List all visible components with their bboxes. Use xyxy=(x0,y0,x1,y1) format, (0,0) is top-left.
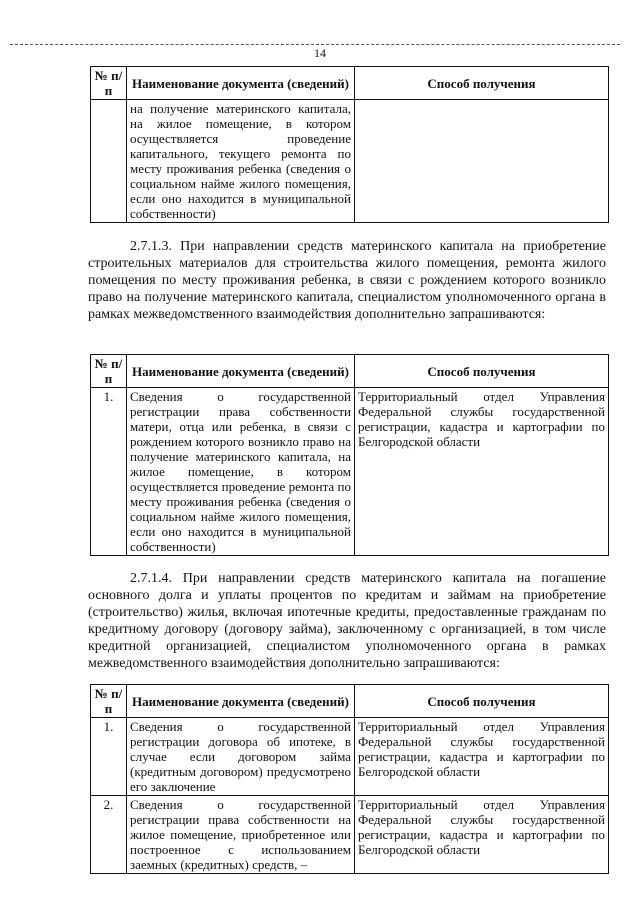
header-rule xyxy=(10,44,620,45)
header-name: Наименование документа (сведений) xyxy=(127,355,355,388)
header-num: № п/п xyxy=(91,355,127,388)
row-method: Территориальный отдел Управления Федеральной службы государственной регистрации, кадастра и картографии по Белгородской области xyxy=(355,796,609,874)
table-header-row xyxy=(91,67,609,100)
header-method: Способ получения xyxy=(355,355,609,388)
row-document-name: Сведения о государственной регистрации права собственности матери, отца или ребенка, в связи с рождением которого возникло право на получение материнского капитала, на жилое помещение, в котором осуществляется проведение ремонта по месту проживания ребенка (сведения о социальном найме жилого помещения, если оно находится в муниципальной собственности) xyxy=(127,388,355,556)
header-name: Наименование документа (сведений) xyxy=(127,67,355,100)
row-method: Территориальный отдел Управления Федеральной службы государственной регистрации, кадастра и картографии по Белгородской области xyxy=(355,718,609,796)
table-header-row xyxy=(91,685,609,718)
header-num: № п/п xyxy=(91,67,127,100)
documents-table-2 xyxy=(90,354,609,556)
table-header-row xyxy=(91,355,609,388)
header-name: Наименование документа (сведений) xyxy=(127,685,355,718)
table-row xyxy=(91,718,609,796)
table-row xyxy=(91,796,609,874)
table-row xyxy=(91,100,609,223)
row-method xyxy=(355,100,609,223)
documents-table-3 xyxy=(90,684,609,874)
row-method: Территориальный отдел Управления Федеральной службы государственной регистрации, кадастра и картографии по Белгородской области xyxy=(355,388,609,556)
row-num: 1. xyxy=(91,388,127,556)
paragraph-2-7-1-3: 2.7.1.3. При направлении средств материнского капитала на приобретение строительных материалов для строительства жилого помещения, ремонта жилого помещения по месту проживания ребенка, в связи с рождением которого возникло право на получение материнского капитала, специалистом уполномоченного органа в рамках межведомственного взаимодействия дополнительно запрашиваются: xyxy=(88,239,606,322)
documents-table-1 xyxy=(90,66,609,223)
row-document-name: на получение материнского капитала, на жилое помещение, в котором осуществляется проведение капитального, текущего ремонта по месту проживания ребенка (сведения о социальном найме жилого помещения, если оно находится в муниципальной собственности) xyxy=(127,100,355,223)
page-number: 14 xyxy=(314,46,326,60)
header-method: Способ получения xyxy=(355,685,609,718)
header-method: Способ получения xyxy=(355,67,609,100)
row-num: 1. xyxy=(91,718,127,796)
row-num: 2. xyxy=(91,796,127,874)
paragraph-2-7-1-4: 2.7.1.4. При направлении средств материнского капитала на погашение основного долга и уплаты процентов по кредитам и займам на приобретение (строительство) жилья, включая ипотечные кредиты, предоставленные гражданам по кредитному договору (договору займа), заключенному с организацией, в том числе кредитной организацией, специалистом уполномоченного органа в рамках межведомственного взаимодействия дополнительно запрашиваются: xyxy=(88,571,606,671)
row-document-name: Сведения о государственной регистрации права собственности на жилое помещение, приобретенное или построенное с использованием заемных (кредитных) средств, – xyxy=(127,796,355,874)
table-row xyxy=(91,388,609,556)
header-num: № п/п xyxy=(91,685,127,718)
row-num xyxy=(91,100,127,223)
row-document-name: Сведения о государственной регистрации договора об ипотеке, в случае если договором займа (кредитным договором) предусмотрено его заключение xyxy=(127,718,355,796)
